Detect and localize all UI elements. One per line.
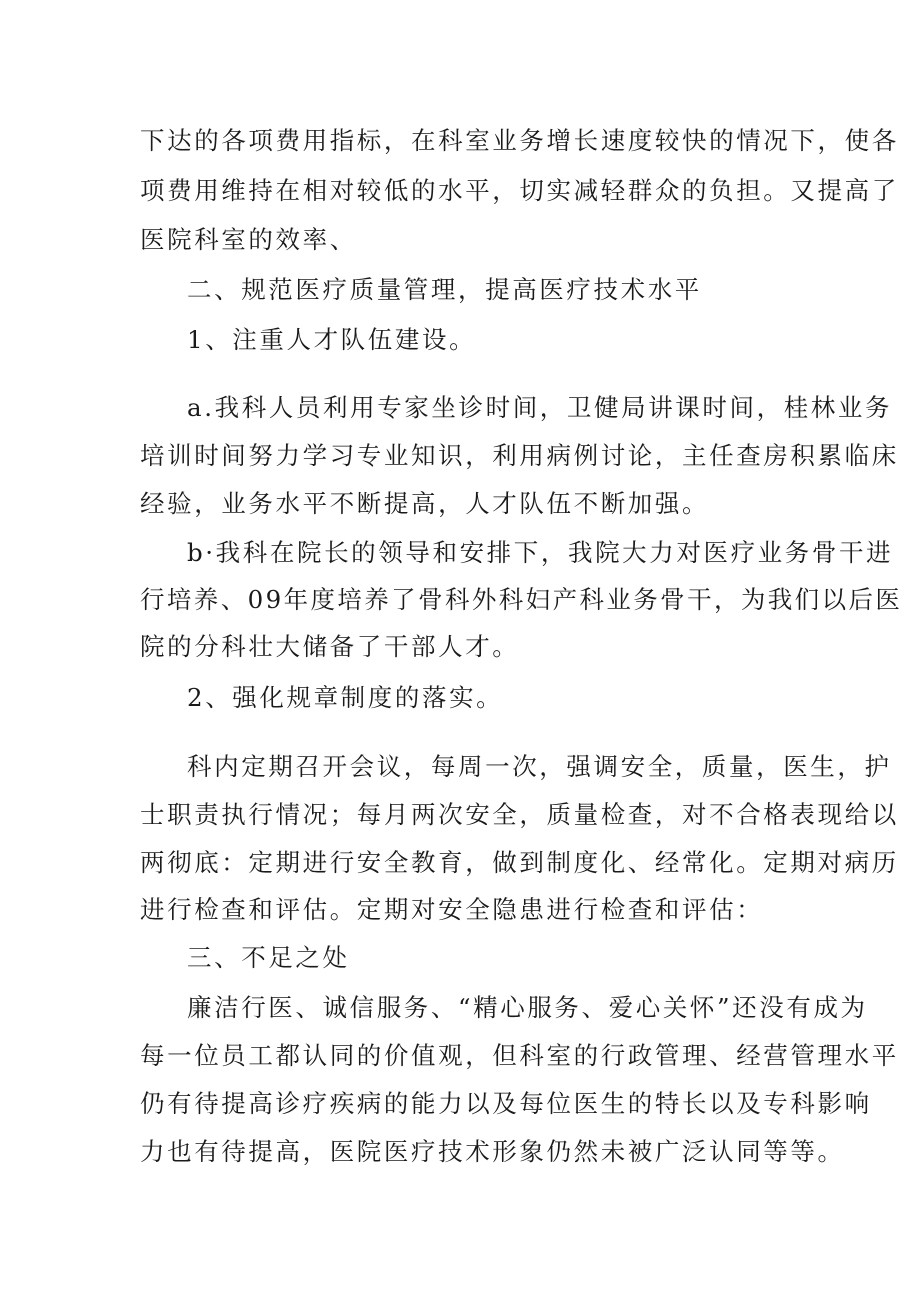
body-text-line: 下达的各项费用指标，在科室业务增长速度较快的情况下，使各 [140, 126, 899, 155]
body-text-line: 经验，业务水平不断提高，人才队伍不断加强。 [140, 489, 710, 518]
body-text-line: 两彻底：定期进行安全教育，做到制度化、经常化。定期对病历 [140, 848, 899, 877]
body-text-line: 力也有待提高，医院医疗技术形象仍然未被广泛认同等等。 [140, 1137, 845, 1166]
subsection-heading: 1、注重人才队伍建设。 [187, 325, 477, 354]
body-text-line: 每一位员工都认同的价值观，但科室的行政管理、经营管理水平 [140, 1041, 899, 1070]
section-heading: 二、规范医疗质量管理，提高医疗技术水平 [187, 275, 702, 304]
body-text-line: 项费用维持在相对较低的水平，切实减轻群众的负担。又提高了 [140, 176, 899, 205]
section-heading: 三、不足之处 [187, 943, 350, 972]
body-text-line: a.我科人员利用专家坐诊时间，卫健局讲课时间，桂林业务 [187, 393, 893, 422]
body-text-line: 进行检查和评估。定期对安全隐患进行检查和评估： [140, 895, 764, 924]
body-text-line: 行培养、09年度培养了骨科外科妇产科业务骨干，为我们以后医 [140, 585, 903, 614]
body-text-line: 医院科室的效率、 [140, 225, 357, 254]
body-text-line: 廉洁行医、诚信服务、“精心服务、爱心关怀”还没有成为 [187, 993, 868, 1022]
body-text-line: b·我科在院长的领导和安排下，我院大力对医疗业务骨干进 [187, 538, 894, 567]
body-text-line: 培训时间努力学习专业知识，利用病例讨论，主任查房积累临床 [140, 441, 899, 470]
body-text-line: 士职责执行情况；每月两次安全，质量检查，对不合格表现给以 [140, 800, 899, 829]
body-text-line: 仍有待提高诊疗疾病的能力以及每位医生的特长以及专科影响 [140, 1089, 872, 1118]
body-text-line: 院的分科壮大储备了干部人才。 [140, 632, 520, 661]
subsection-heading: 2、强化规章制度的落实。 [187, 683, 504, 712]
body-text-line: 科内定期召开会议，每周一次，强调安全，质量，医生，护 [187, 752, 892, 781]
